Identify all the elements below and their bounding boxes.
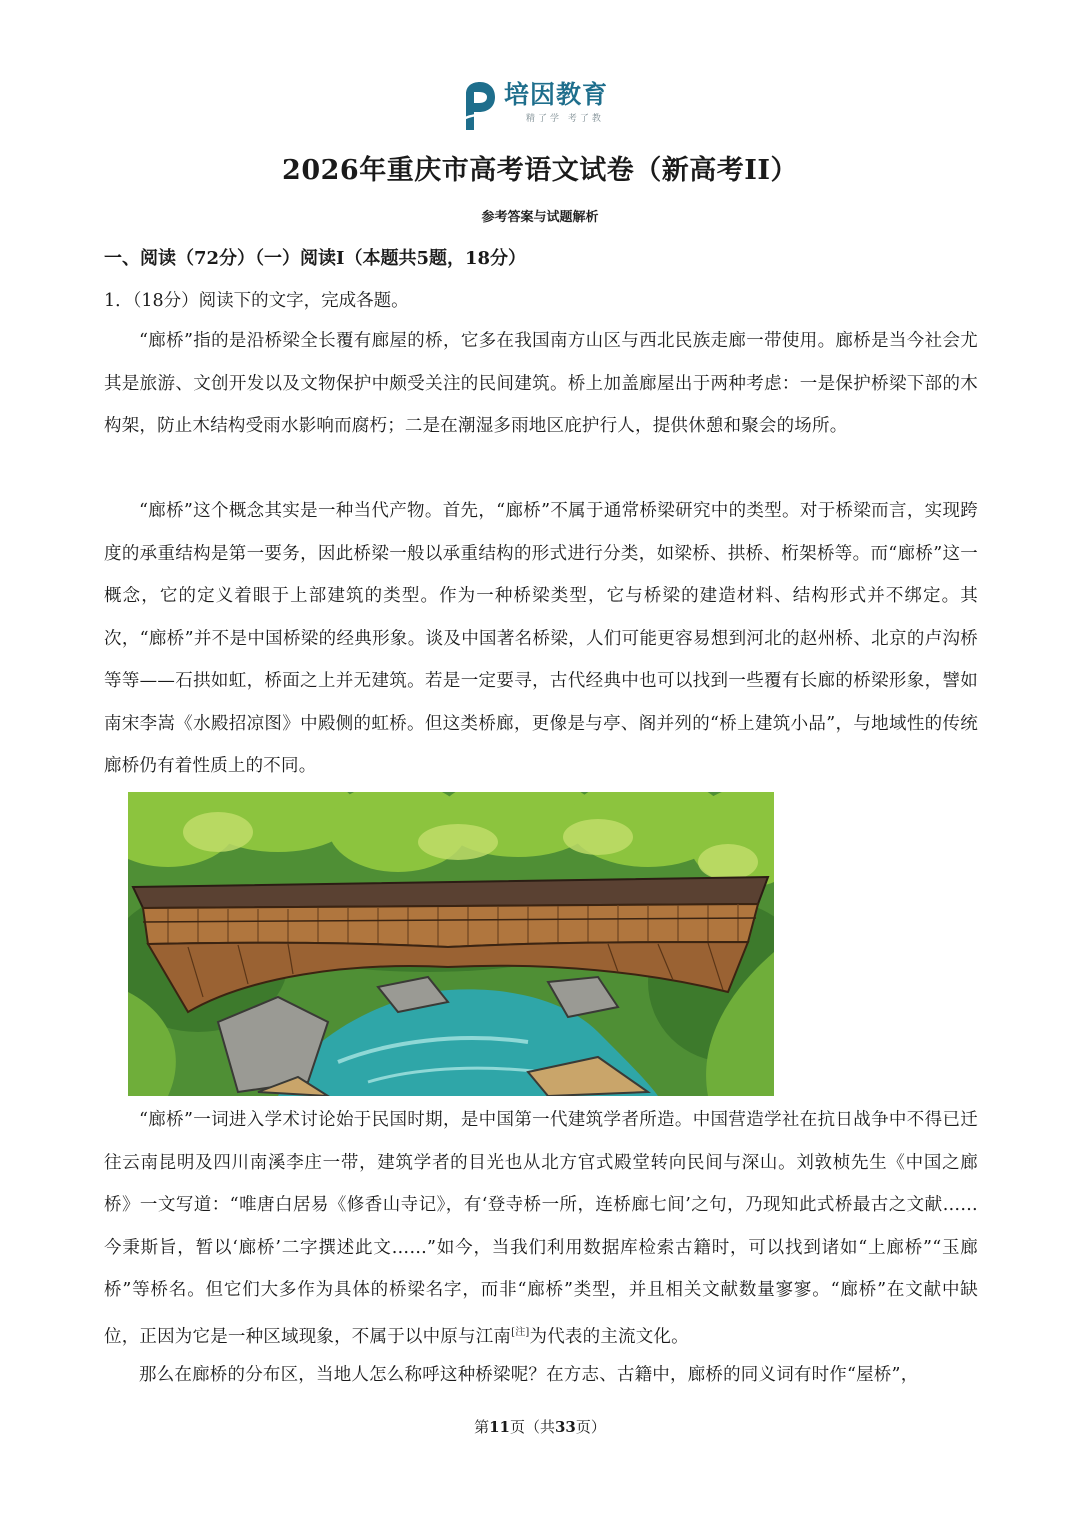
paragraph-2: “廊桥”这个概念其实是一种当代产物。首先，“廊桥”不属于通常桥梁研究中的类型。对于桥梁而言，实现跨度的承重结构是第一要务，因此桥梁一般以承重结构的形式进行分类，如梁桥、拱桥、桁架桥等。而“廊桥”这一概念，它的定义着眼于上部建筑的类型。作为一种桥梁类型，它与桥梁的建造材料、结构形式并不绑定。其次，“廊桥”并不是中国桥梁的经典形象。谈及中国著名桥梁，人们可能更容易想到河北的赵州桥、北京的卢沟桥等等——石拱如虹，桥面之上并无建筑。若是一定要寻，古代经典中也可以找到一些覆有长廊的桥梁形象，譬如南宋李嵩《水殿招凉图》中殿侧的虹桥。但这类桥廊，更像是与亭、阁并列的“桥上建筑小品”，与地域性的传统廊桥仍有着性质上的不同。	[104, 501, 978, 776]
paragraph-4: 那么在廊桥的分布区，当地人怎么称呼这种桥梁呢？在方志、古籍中，廊桥的同义词有时作“屋桥”，	[139, 1365, 919, 1385]
page-footer	[0, 1416, 1080, 1437]
page-title: 2026年重庆市高考语文试卷（新高考II）	[282, 155, 798, 186]
question-intro: 1．（18分）阅读下的文字，完成各题。	[104, 291, 409, 311]
footer-total-pages: 33	[555, 1418, 576, 1436]
section-heading: 一、阅读（72分）（一）阅读I（本题共5题，18分）	[104, 248, 527, 269]
paragraph-3-tail: 为代表的主流文化。	[529, 1326, 689, 1347]
paragraph-3	[104, 1099, 978, 1358]
footer-page-number: 11	[489, 1418, 510, 1436]
paragraph-3-body: “廊桥”一词进入学术讨论始于民国时期，是中国第一代建筑学者所造。中国营造学社在抗日战争中不得已迁往云南昆明及四川南溪李庄一带，建筑学者的目光也从北方官式殿堂转向民间与深山。刘敦桢先生《中国之廊桥》一文写道：“唯唐白居易《修香山寺记》，有‘登寺桥一所，连桥廊七间’之句，乃现知此式桥最古之文献……今秉斯旨，暂以‘廊桥’二字撰述此文……”如今，当我们利用数据库检索古籍时，可以找到诸如“上廊桥”“玉廊桥”等桥名。但它们大多作为具体的桥梁名字，而非“廊桥”类型，并且相关文献数量寥寥。“廊桥”在文献中缺位，正因为它是一种区域现象，不属于以中原与江南	[104, 1110, 978, 1347]
footer-suffix: 页）	[575, 1418, 606, 1436]
logo-name: 培因教育	[504, 80, 609, 109]
p-logo-icon	[458, 80, 498, 132]
covered-bridge-illustration	[128, 792, 774, 1096]
brand-logo	[458, 80, 628, 134]
page-subtitle: 参考答案与试题解析	[481, 210, 599, 225]
footer-prefix: 第	[474, 1418, 490, 1436]
footnote-marker: [注]	[511, 1326, 530, 1338]
paragraph-1: “廊桥”指的是沿桥梁全长覆有廊屋的桥，它多在我国南方山区与西北民族走廊一带使用。廊桥是当今社会尤其是旅游、文创开发以及文物保护中颇受关注的民间建筑。桥上加盖廊屋出于两种考虑：一是保护桥梁下部的木构架，防止木结构受雨水影响而腐朽；二是在潮湿多雨地区庇护行人，提供休憩和聚会的场所。	[104, 331, 978, 436]
logo-slogan: 精了学 考了教	[526, 114, 604, 124]
footer-mid: 页（共	[509, 1418, 555, 1436]
